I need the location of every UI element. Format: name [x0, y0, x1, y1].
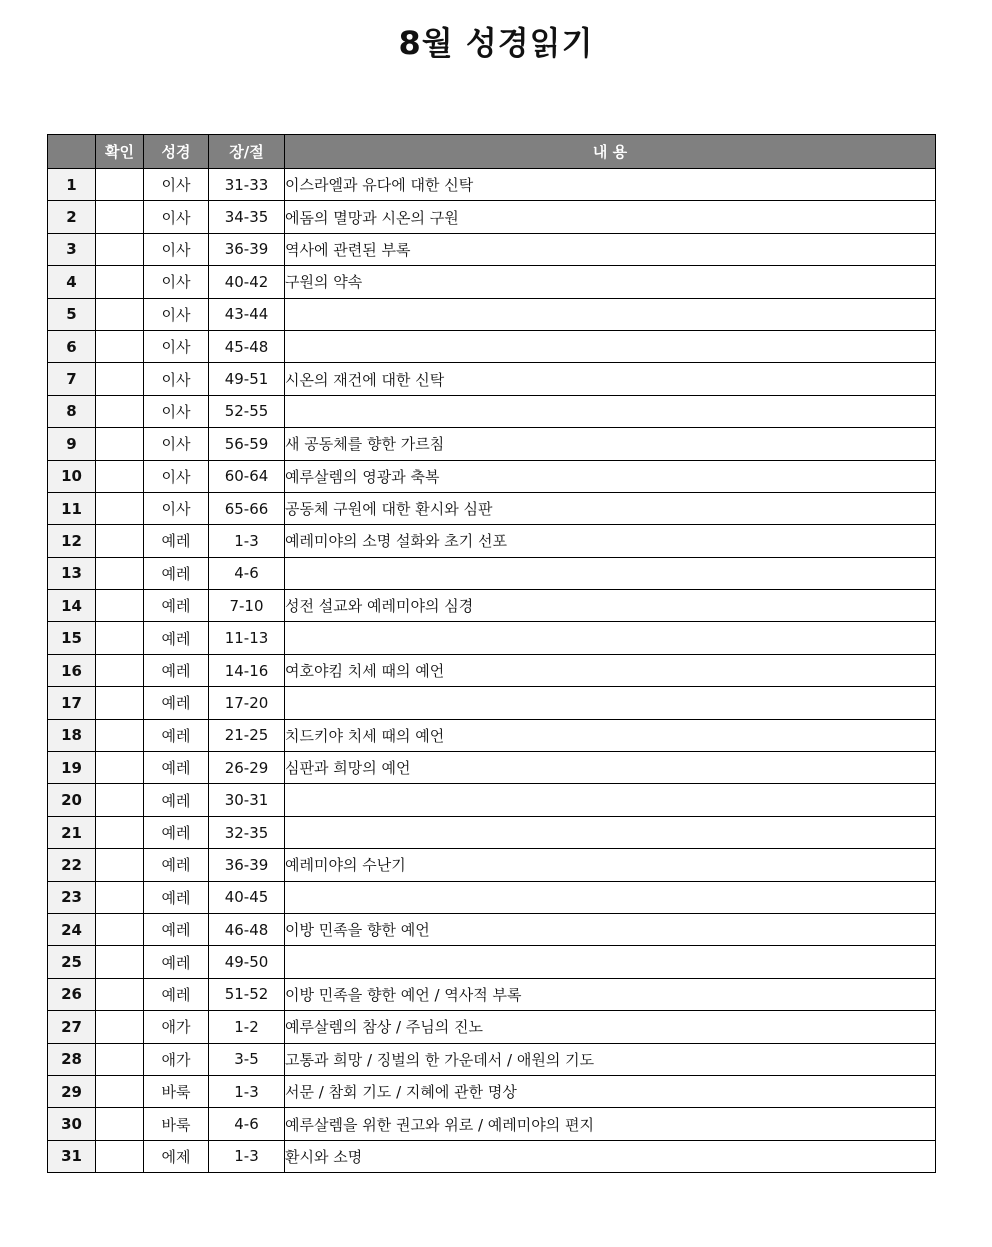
- check-cell[interactable]: [96, 557, 144, 589]
- row-number: 12: [48, 525, 96, 557]
- content-cell: 예루살렘의 영광과 축복: [285, 460, 936, 492]
- table-row: [48, 752, 936, 784]
- table-row: [48, 428, 936, 460]
- chapter-cell: 7-10: [209, 590, 285, 622]
- chapter-cell: 49-50: [209, 946, 285, 978]
- content-cell: 이방 민족을 향한 예언: [285, 913, 936, 945]
- content-cell: 심판과 희망의 예언: [285, 752, 936, 784]
- book-cell: 예레: [144, 946, 209, 978]
- book-cell: 이사: [144, 233, 209, 265]
- chapter-cell: 45-48: [209, 330, 285, 362]
- check-cell[interactable]: [96, 395, 144, 427]
- header-check: 확인: [96, 135, 144, 169]
- book-cell: 예레: [144, 687, 209, 719]
- check-cell[interactable]: [96, 233, 144, 265]
- check-cell[interactable]: [96, 913, 144, 945]
- table-row: [48, 881, 936, 913]
- table-body: [48, 169, 936, 1173]
- book-cell: 예레: [144, 881, 209, 913]
- check-cell[interactable]: [96, 590, 144, 622]
- content-cell: [285, 557, 936, 589]
- row-number: 1: [48, 169, 96, 201]
- check-cell[interactable]: [96, 525, 144, 557]
- table-row: [48, 654, 936, 686]
- chapter-cell: 11-13: [209, 622, 285, 654]
- book-cell: 예레: [144, 719, 209, 751]
- chapter-cell: 36-39: [209, 849, 285, 881]
- row-number: 20: [48, 784, 96, 816]
- content-cell: [285, 298, 936, 330]
- content-cell: [285, 816, 936, 848]
- check-cell[interactable]: [96, 1108, 144, 1140]
- row-number: 27: [48, 1011, 96, 1043]
- header-chapter: 장/절: [209, 135, 285, 169]
- book-cell: 이사: [144, 428, 209, 460]
- table-row: [48, 363, 936, 395]
- book-cell: 이사: [144, 492, 209, 524]
- check-cell[interactable]: [96, 1043, 144, 1075]
- table-row: [48, 1140, 936, 1172]
- header-number: [48, 135, 96, 169]
- book-cell: 이사: [144, 298, 209, 330]
- check-cell[interactable]: [96, 330, 144, 362]
- table-row: [48, 233, 936, 265]
- content-cell: 예루살렘을 위한 권고와 위로 / 예레미야의 편지: [285, 1108, 936, 1140]
- content-cell: [285, 330, 936, 362]
- chapter-cell: 1-3: [209, 1075, 285, 1107]
- content-cell: 여호야킴 치세 때의 예언: [285, 654, 936, 686]
- check-cell[interactable]: [96, 816, 144, 848]
- row-number: 6: [48, 330, 96, 362]
- check-cell[interactable]: [96, 687, 144, 719]
- check-cell[interactable]: [96, 1140, 144, 1172]
- check-cell[interactable]: [96, 266, 144, 298]
- table-row: [48, 1075, 936, 1107]
- check-cell[interactable]: [96, 1011, 144, 1043]
- book-cell: 이사: [144, 169, 209, 201]
- chapter-cell: 43-44: [209, 298, 285, 330]
- content-cell: 시온의 재건에 대한 신탁: [285, 363, 936, 395]
- chapter-cell: 1-3: [209, 1140, 285, 1172]
- book-cell: 예레: [144, 654, 209, 686]
- row-number: 23: [48, 881, 96, 913]
- chapter-cell: 51-52: [209, 978, 285, 1010]
- header-content: 내 용: [285, 135, 936, 169]
- check-cell[interactable]: [96, 460, 144, 492]
- table-row: [48, 1043, 936, 1075]
- chapter-cell: 17-20: [209, 687, 285, 719]
- row-number: 4: [48, 266, 96, 298]
- row-number: 18: [48, 719, 96, 751]
- book-cell: 예레: [144, 752, 209, 784]
- row-number: 11: [48, 492, 96, 524]
- chapter-cell: 56-59: [209, 428, 285, 460]
- row-number: 5: [48, 298, 96, 330]
- book-cell: 예레: [144, 622, 209, 654]
- row-number: 26: [48, 978, 96, 1010]
- check-cell[interactable]: [96, 881, 144, 913]
- chapter-cell: 40-45: [209, 881, 285, 913]
- content-cell: 에돔의 멸망과 시온의 구원: [285, 201, 936, 233]
- book-cell: 애가: [144, 1011, 209, 1043]
- book-cell: 예레: [144, 849, 209, 881]
- check-cell[interactable]: [96, 654, 144, 686]
- book-cell: 예레: [144, 913, 209, 945]
- page-title: 8월 성경읽기: [398, 24, 594, 62]
- chapter-cell: 21-25: [209, 719, 285, 751]
- book-cell: 이사: [144, 201, 209, 233]
- content-cell: 예루살렘의 참상 / 주님의 진노: [285, 1011, 936, 1043]
- chapter-cell: 52-55: [209, 395, 285, 427]
- row-number: 22: [48, 849, 96, 881]
- table-row: [48, 622, 936, 654]
- row-number: 29: [48, 1075, 96, 1107]
- chapter-cell: 3-5: [209, 1043, 285, 1075]
- content-cell: [285, 687, 936, 719]
- book-cell: 예레: [144, 978, 209, 1010]
- row-number: 13: [48, 557, 96, 589]
- check-cell[interactable]: [96, 492, 144, 524]
- table-row: [48, 1011, 936, 1043]
- row-number: 10: [48, 460, 96, 492]
- table-row: [48, 201, 936, 233]
- book-cell: 바룩: [144, 1075, 209, 1107]
- row-number: 17: [48, 687, 96, 719]
- content-cell: 성전 설교와 예레미야의 심경: [285, 590, 936, 622]
- table-row: [48, 946, 936, 978]
- row-number: 19: [48, 752, 96, 784]
- book-cell: 바룩: [144, 1108, 209, 1140]
- table-row: [48, 849, 936, 881]
- content-cell: [285, 946, 936, 978]
- chapter-cell: 26-29: [209, 752, 285, 784]
- content-cell: 구원의 약속: [285, 266, 936, 298]
- content-cell: [285, 622, 936, 654]
- chapter-cell: 31-33: [209, 169, 285, 201]
- check-cell[interactable]: [96, 946, 144, 978]
- content-cell: 새 공동체를 향한 가르침: [285, 428, 936, 460]
- row-number: 16: [48, 654, 96, 686]
- chapter-cell: 36-39: [209, 233, 285, 265]
- table-row: [48, 266, 936, 298]
- check-cell[interactable]: [96, 978, 144, 1010]
- check-cell[interactable]: [96, 784, 144, 816]
- chapter-cell: 32-35: [209, 816, 285, 848]
- chapter-cell: 30-31: [209, 784, 285, 816]
- table-row: [48, 913, 936, 945]
- book-cell: 예레: [144, 590, 209, 622]
- row-number: 9: [48, 428, 96, 460]
- check-cell[interactable]: [96, 849, 144, 881]
- table-row: [48, 590, 936, 622]
- table-row: [48, 978, 936, 1010]
- check-cell[interactable]: [96, 622, 144, 654]
- content-cell: [285, 395, 936, 427]
- check-cell[interactable]: [96, 719, 144, 751]
- book-cell: 예레: [144, 525, 209, 557]
- row-number: 7: [48, 363, 96, 395]
- content-cell: [285, 784, 936, 816]
- chapter-cell: 60-64: [209, 460, 285, 492]
- chapter-cell: 14-16: [209, 654, 285, 686]
- table-row: [48, 169, 936, 201]
- chapter-cell: 4-6: [209, 557, 285, 589]
- check-cell[interactable]: [96, 428, 144, 460]
- reading-plan-table: [47, 134, 936, 1173]
- table-row: [48, 330, 936, 362]
- check-cell[interactable]: [96, 363, 144, 395]
- row-number: 2: [48, 201, 96, 233]
- table-row: [48, 492, 936, 524]
- header-book: 성경: [144, 135, 209, 169]
- chapter-cell: 40-42: [209, 266, 285, 298]
- content-cell: 예레미야의 수난기: [285, 849, 936, 881]
- table-header-row: [48, 135, 936, 169]
- content-cell: 치드키야 치세 때의 예언: [285, 719, 936, 751]
- table-row: [48, 816, 936, 848]
- check-cell[interactable]: [96, 169, 144, 201]
- table-row: [48, 719, 936, 751]
- content-cell: 역사에 관련된 부록: [285, 233, 936, 265]
- chapter-cell: 65-66: [209, 492, 285, 524]
- check-cell[interactable]: [96, 298, 144, 330]
- book-cell: 에제: [144, 1140, 209, 1172]
- content-cell: 이스라엘과 유다에 대한 신탁: [285, 169, 936, 201]
- row-number: 21: [48, 816, 96, 848]
- book-cell: 예레: [144, 816, 209, 848]
- chapter-cell: 34-35: [209, 201, 285, 233]
- book-cell: 예레: [144, 784, 209, 816]
- book-cell: 이사: [144, 395, 209, 427]
- table-row: [48, 557, 936, 589]
- row-number: 14: [48, 590, 96, 622]
- row-number: 3: [48, 233, 96, 265]
- table-row: [48, 1108, 936, 1140]
- table-row: [48, 395, 936, 427]
- chapter-cell: 4-6: [209, 1108, 285, 1140]
- table-row: [48, 784, 936, 816]
- table-row: [48, 687, 936, 719]
- content-cell: 예레미야의 소명 설화와 초기 선포: [285, 525, 936, 557]
- check-cell[interactable]: [96, 1075, 144, 1107]
- table-row: [48, 298, 936, 330]
- content-cell: 고통과 희망 / 징벌의 한 가운데서 / 애원의 기도: [285, 1043, 936, 1075]
- content-cell: 서문 / 참회 기도 / 지혜에 관한 명상: [285, 1075, 936, 1107]
- chapter-cell: 1-3: [209, 525, 285, 557]
- chapter-cell: 1-2: [209, 1011, 285, 1043]
- row-number: 24: [48, 913, 96, 945]
- book-cell: 이사: [144, 460, 209, 492]
- book-cell: 이사: [144, 330, 209, 362]
- book-cell: 이사: [144, 266, 209, 298]
- table-row: [48, 460, 936, 492]
- table-row: [48, 525, 936, 557]
- row-number: 15: [48, 622, 96, 654]
- chapter-cell: 46-48: [209, 913, 285, 945]
- chapter-cell: 49-51: [209, 363, 285, 395]
- row-number: 8: [48, 395, 96, 427]
- row-number: 25: [48, 946, 96, 978]
- row-number: 30: [48, 1108, 96, 1140]
- book-cell: 애가: [144, 1043, 209, 1075]
- content-cell: 공동체 구원에 대한 환시와 심판: [285, 492, 936, 524]
- row-number: 31: [48, 1140, 96, 1172]
- book-cell: 예레: [144, 557, 209, 589]
- row-number: 28: [48, 1043, 96, 1075]
- check-cell[interactable]: [96, 201, 144, 233]
- content-cell: 환시와 소명: [285, 1140, 936, 1172]
- check-cell[interactable]: [96, 752, 144, 784]
- content-cell: [285, 881, 936, 913]
- content-cell: 이방 민족을 향한 예언 / 역사적 부록: [285, 978, 936, 1010]
- book-cell: 이사: [144, 363, 209, 395]
